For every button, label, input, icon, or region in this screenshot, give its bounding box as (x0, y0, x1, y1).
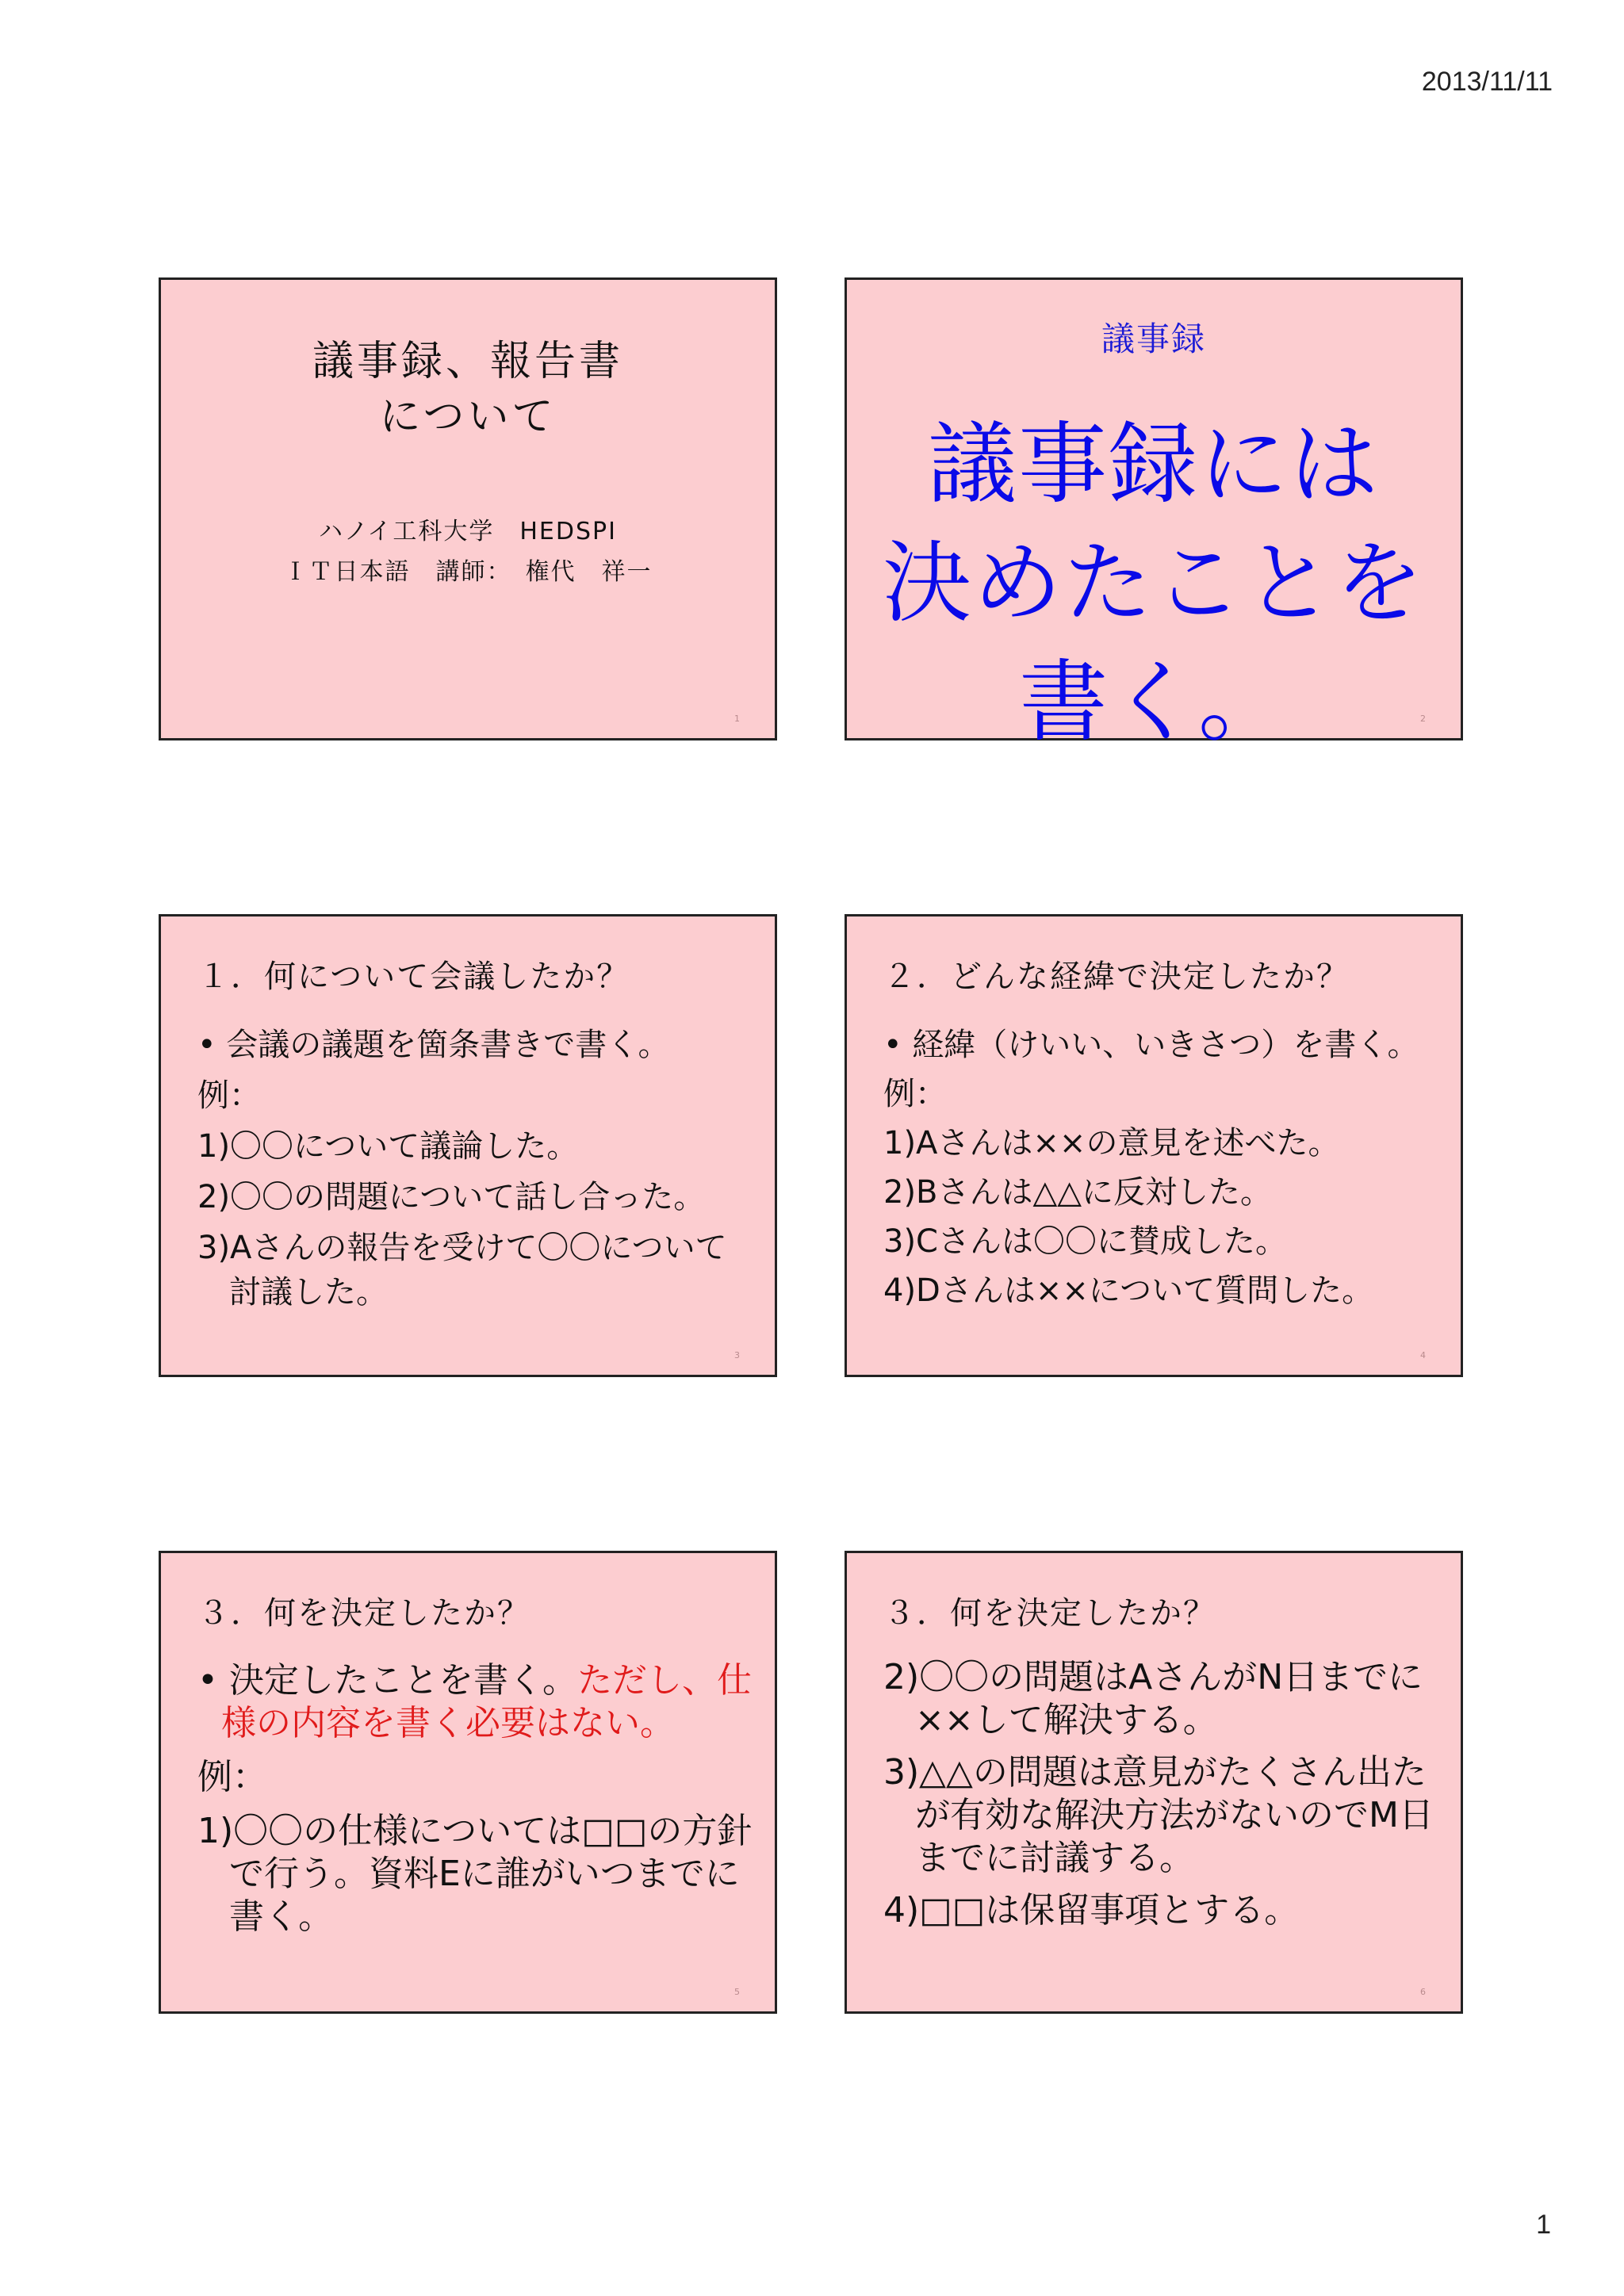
bullet-item: • 会議の議題を箇条書きで書く。 (197, 1027, 670, 1063)
example-label: 例： (883, 1076, 947, 1112)
slide-heading: ２．どんな経緯で決定したか？ (883, 959, 1350, 995)
title-line: について (379, 393, 557, 441)
slide-6 (845, 1551, 1463, 2014)
example-label: 例： (197, 1077, 261, 1114)
bullet-item (197, 1659, 756, 1745)
slide-body (197, 1023, 756, 1321)
slide-subtitle: ハノイ工科大学 HEDSPI (319, 518, 617, 545)
slide-4 (845, 914, 1463, 1377)
bullet-item: • 経緯（けいい、いきさつ）を書く。 (883, 1027, 1419, 1063)
list-item: 4)Dさんは××について質問した。 (883, 1272, 1374, 1309)
page-date: 2013/11/11 (1421, 67, 1553, 97)
list-item: 3)△△の問題は意見がたくさん出たが有効な解決方法がないのでM日までに討議する。 (883, 1752, 1434, 1878)
example-label: 例： (197, 1757, 267, 1797)
list-item: 3)Cさんは〇〇に賛成した。 (883, 1223, 1287, 1260)
slide-title (161, 334, 775, 445)
headline-line: 議事録には (928, 413, 1380, 516)
list-item: 2)〇〇の問題はAさんがN日までに××して解決する。 (883, 1657, 1423, 1740)
slide-number: 2 (1420, 714, 1426, 724)
headline-line: 決めたことを (883, 532, 1425, 635)
list-item: 1)Aさんは××の意見を述べた。 (883, 1125, 1340, 1161)
slide-1 (159, 277, 777, 740)
list-item: 1)〇〇について議論した。 (197, 1128, 579, 1165)
list-item: 4)□□は保留事項とする。 (883, 1890, 1300, 1931)
title-line: 議事録、報告書 (312, 338, 623, 385)
slide-body (197, 1659, 756, 1950)
slide-subtitle: ＩＴ日本語 講師： 権代 祥一 (283, 558, 653, 586)
list-item: 1)〇〇の仕様については□□の方針で行う。資料Eに誰がいつまでに書く。 (197, 1811, 753, 1937)
slide-2 (845, 277, 1463, 754)
slide-5 (159, 1551, 777, 2014)
list-item: 2)Bさんは△△に反対した。 (883, 1174, 1273, 1211)
headline-line: 書く。 (1019, 651, 1289, 754)
bullet-text: • 決定したことを書く。 (197, 1660, 578, 1701)
slide-number: 4 (1420, 1350, 1426, 1360)
slide-number: 3 (734, 1350, 740, 1360)
slide-title: 議事録 (1101, 320, 1206, 358)
slide-number: 5 (734, 1987, 740, 1997)
slide-number: 6 (1420, 1987, 1426, 1997)
slide-heading: ３．何を決定したか？ (197, 1595, 530, 1632)
slide-number: 1 (734, 714, 740, 724)
list-item: 3)Aさんの報告を受けて〇〇について討議した。 (197, 1230, 727, 1311)
page-number: 1 (1536, 2210, 1551, 2240)
slide-body (883, 1023, 1442, 1318)
slide-heading: ３．何を決定したか？ (883, 1595, 1216, 1632)
slide-headline (847, 405, 1461, 762)
slide-body (883, 1656, 1442, 1942)
slide-3 (159, 914, 777, 1377)
slide-heading: １．何について会議したか？ (197, 959, 630, 995)
bullet-emphasis: ただし、仕様の内容を書く必要はない。 (221, 1660, 753, 1743)
list-item: 2)〇〇の問題について話し合った。 (197, 1179, 706, 1215)
